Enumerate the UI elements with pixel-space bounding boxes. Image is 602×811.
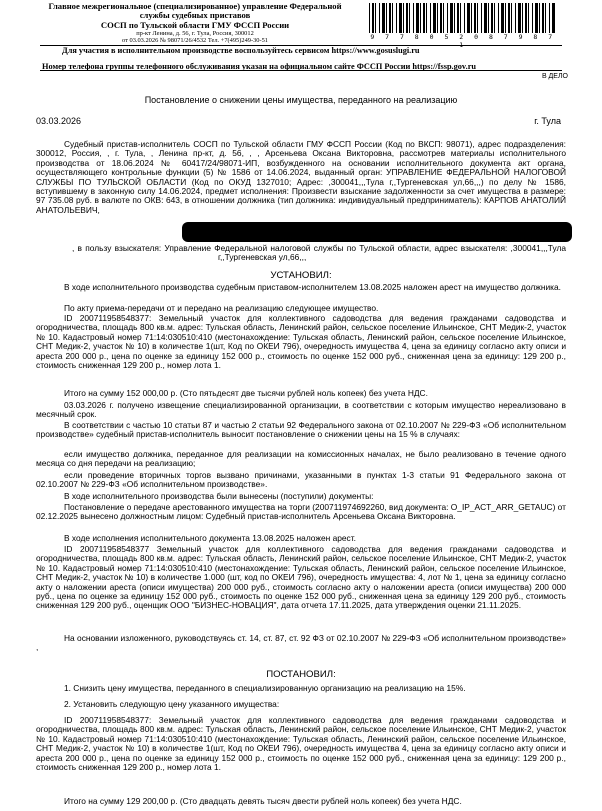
barcode-digits: 9 7 7 8 0 5 2 0 8 7 9 8 7 1	[370, 33, 556, 49]
osp-name: СОСП по Тульской области ГМУ ФССП России	[100, 19, 290, 30]
stamp-text: В ДЕЛО	[541, 73, 568, 80]
paragraph-case-2: если проведение вторичных торгов вызвано причинами, указанными в пунктах 1-3 статьи 91 Федерального закона от 02.10.2007 № 229-ФЗ «Об исполнительном производстве».	[36, 470, 566, 490]
intro-paragraph-end: , в пользу взыскателя: Управление Федеральной налоговой службы по Тульской области, адрес взыскателя: ,300041,,,Тула г,,Тургеневская ул,66,,,	[72, 243, 566, 263]
ustanovil-heading: УСТАНОВИЛ:	[270, 270, 332, 281]
paragraph-auction: Постановление о передаче арестованного имущества на торги (200711974692260, вид документа: O_IP_ACT_ARR_GETAUC) от 02.12.2025 вынесено должностным лицом: Судебный пристав-исполнитель Арсеньева Оксана Викторовна.	[36, 502, 566, 522]
paragraph-transfer: По акту приема-передачи от и передано на реализацию следующее имущество.	[64, 303, 379, 313]
document-city: г. Тула	[534, 116, 561, 126]
resolution-total: Итого на сумму 129 200,00 р. (Сто двадцать девять тысяч двести рублей ноль копеек) без учета НДС.	[64, 796, 462, 806]
paragraph-grounds: На основании изложенного, руководствуясь ст. 14, ст. 87, ст. 92 ФЗ от 02.10.2007 № 229-ФЗ «Об исполнительном производстве» ,	[36, 633, 566, 653]
paragraph-law: В соответствии с частью 10 статьи 87 и частью 2 статьи 92 Федерального закона от 02.10.2007 № 229-ФЗ «Об исполнительном производстве» судебный пристав-исполнитель выносит постановление о снижении цены на 15 % в случаях:	[36, 420, 566, 440]
paragraph-total: Итого на сумму 152 000,00 р. (Сто пятьдесят две тысячи рублей ноль копеек) без учета НДС.	[64, 388, 428, 398]
postanovil-heading: ПОСТАНОВИЛ:	[266, 669, 336, 680]
paragraph-property: ID 200711958548377: Земельный участок для коллективного садоводства для ведения гражданами садоводства и огородничества, площадь 800 кв.м. адрес: Тульская область, Ленинский район, сельское поселение Ильинское, СНТ Медик-2, участок № 10. Кадастровый номер 71:14:030510:410 (местонахождение: Тульская область, Ленинский район, сельское поселение Ильинское, СНТ Медик-2, участок № 10) в количестве 1(шт, Код по ОКЕИ 796), очередность имущества 4, цена за единицу согласно акту описи и ареста 200 000 р., цена по оценке за единицу 152 000 р., стоимость по оценке 152 000 руб., сниженная цена за единицу: 129 200 р., стоимость сниженная 129 200 р., номер лота 1.	[36, 313, 566, 371]
agency-line-1: Главное межрегиональное (специализированное) управление Федеральной	[48, 1, 342, 11]
paragraph-documents: В ходе исполнительного производства были вынесены (поступили) документы:	[64, 491, 374, 501]
resolution-item-2: 2. Установить следующую цену указанного имущества:	[64, 699, 280, 709]
redaction-bar	[182, 222, 572, 242]
agency-header	[44, 2, 346, 45]
header-divider-bottom	[40, 70, 562, 71]
paragraph-case-1: если имущество должника, переданное для реализации на комиссионных началах, не было реализовано в течение одного месяца со дня передачи на реализацию;	[36, 449, 566, 469]
paragraph-property-valuation: ID 200711958548377 Земельный участок для коллективного садоводства для ведения гражданами садоводства и огородничества, площадь 800 кв.м. адрес: Тульская область, Ленинский район, сельское поселение Ильинское, СНТ Медик-2, участок № 10. Кадастровый номер 71:14:030510:410 (местонахождение: Тульская область, Ленинский район, сельское поселение Ильинское, СНТ Медик-2, участок № 10) в количестве 1.000 (шт, код по ОКЕИ 796), очередность имущества: 4, лот № 1, цена за единицу согласно акту о наложении ареста (описи имущества) 200 000 руб., стоимость согласно акту о наложении ареста (описи имущества) 200 000 руб., цена по оценке за единицу 152 000 руб., стоимость по оценке 152 000 руб., сниженная цена за единицу 129 200 руб., стоимость сниженная 129 200 руб., оценщик ООО "БИЗНЕС-НОВАЦИЯ", дата отчета 17.11.2025, дата утверждения оценки 21.11.2025.	[36, 544, 566, 611]
agency-line-2: службы судебных приставов	[139, 10, 251, 21]
resolution-item-1: 1. Снизить цену имущества, переданного в специализированную организацию на реализацию на 15%.	[64, 683, 466, 693]
barcode-icon	[369, 3, 555, 33]
registration-number: от 03.03.2026 № 98071/26/4532 Тел. +7(495)249-30-51	[122, 37, 268, 45]
agency-address: пр-кт Ленина, д. 56, г. Тула, Россия, 300012	[136, 29, 254, 37]
phone-note: Номер телефона группы телефонного обслуживания указан на официальном сайте ФССП России https://fssp.gov.ru	[42, 62, 476, 71]
paragraph-arrest: В ходе исполнительного производства судебным приставом-исполнителем 13.08.2025 наложен арест на имущество должника.	[64, 282, 562, 292]
document-date: 03.03.2026	[36, 116, 82, 126]
resolution-property: ID 200711958548377: Земельный участок для коллективного садоводства для ведения гражданами садоводства и огородничества, площадь 800 кв.м. адрес: Тульская область, Ленинский район, сельское поселение Ильинское, СНТ Медик-2, участок № 10. Кадастровый номер 71:14:030510:410 (местонахождение: Тульская область, Ленинский район, сельское поселение Ильинское, СНТ Медик-2, участок № 10) в количестве 1(шт, Код по ОКЕИ 796), очередность имущества 4, цена за единицу согласно акту описи и ареста 200 000 р., цена по оценке за единицу 152 000 р., стоимость по оценке 152 000 руб., сниженная цена за единицу: 129 200 р., стоимость сниженная 129 200 р., номер лота 1.	[36, 715, 566, 773]
paragraph-notice: 03.03.2026 г. получено извещение специализированной организации, в соответствии с которым имущество нереализовано в месячный срок.	[36, 400, 566, 420]
paragraph-arrest-date: В ходе исполнения исполнительного документа 13.08.2025 наложен арест.	[64, 533, 356, 543]
intro-paragraph: Судебный пристав-исполнитель СОСП по Тульской области ГМУ ФССП России (Код по ВКСП: 98071), адрес подразделения: 300012, Россия, , г. Тула, , Ленина пр-кт, д. 56, , , Арсеньева Оксана Викторовна, рассмотрев материалы исполнительного производства от 18.06.2024 № 60417/24/98071-ИП, возбужденного на основании исполнительного документа акт органа, осуществляющего контрольные функции (5) № 1586 от 14.06.2024, выданный орган: УПРАВЛЕНИЕ ФЕДЕРАЛЬНОЙ НАЛОГОВОЙ СЛУЖБЫ ПО ТУЛЬСКОЙ ОБЛАСТИ (Код по ОКУД 1327010; Адрес: ,300041,,,Тула г,,Тургеневская ул,66,,,) по делу № 1586, вступившему в законную силу 14.06.2024, предмет исполнения: Произвести взыскание задолженности за счет имущества в размере: 97 735.08 руб. в валюте по ОКВ: 643, в отношении должника (тип должника: индивидуальный предприниматель): КАРПОВ АНАТОЛИЙ АНАТОЛЬЕВИЧ,	[36, 139, 566, 215]
document-title: Постановление о снижении цены имущества, переданного на реализацию	[144, 95, 458, 105]
gosuslugi-note: Для участия в исполнительном производстве воспользуйтесь сервисом https://www.gosuslugi.ru	[62, 46, 420, 55]
